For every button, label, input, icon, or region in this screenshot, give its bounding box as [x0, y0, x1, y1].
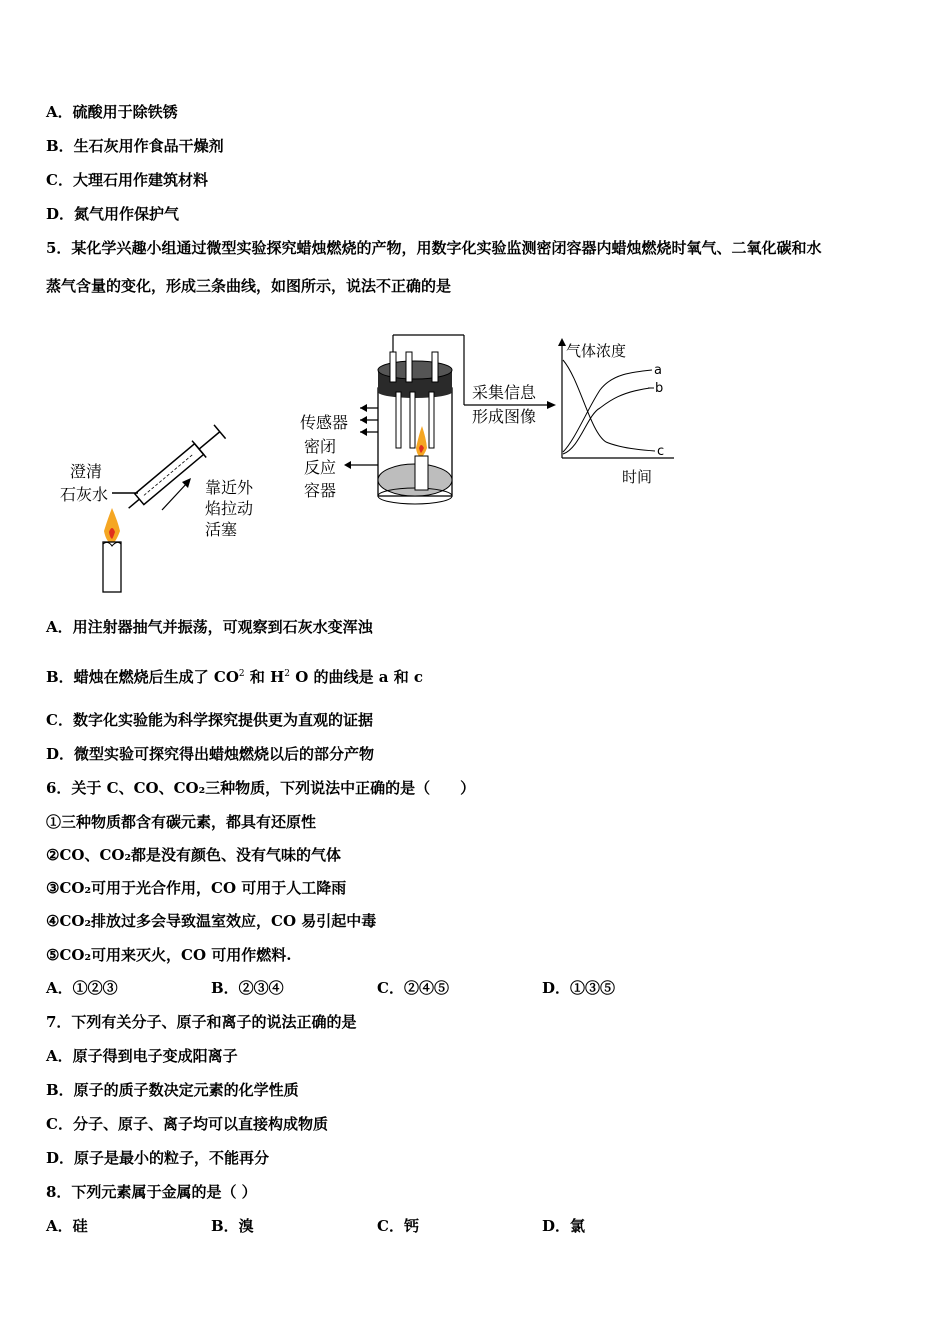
q5-option-b: B．蜡烛在燃烧后生成了 $CO^2$ 和 $H^2$ O 的曲线是 a 和 c: [46, 668, 424, 686]
q5-stem-line2: 蒸气含量的变化，形成三条曲线，如图所示，说法不正确的是: [46, 277, 452, 295]
y-axis-label: 气体浓度: [566, 342, 627, 360]
curve-c: [563, 360, 655, 451]
q5-option-a: A．用注射器抽气并振荡，可观察到石灰水变浑浊: [46, 618, 373, 636]
q5-option-d: D．微型实验可探究得出蜡烛燃烧以后的部分产物: [46, 745, 375, 763]
curve-c-label: c: [657, 444, 665, 459]
candle-icon: [103, 542, 121, 592]
curve-a-label: a: [654, 363, 662, 378]
label-piston-2: 焰拉动: [205, 499, 254, 518]
data-graph: [464, 338, 674, 486]
q8-option-c: C．钙: [377, 1217, 419, 1235]
q6-item-1: ①三种物质都含有碳元素，都具有还原性: [46, 813, 317, 831]
q4-option-b: B．生石灰用作食品干燥剂: [46, 137, 224, 155]
q7-option-b: B．原子的质子数决定元素的化学性质: [46, 1081, 299, 1099]
label-container-1: 密闭: [304, 437, 337, 456]
curve-b: [563, 388, 650, 454]
q6-item-4: ④CO₂排放过多会导致温室效应，CO 易引起中毒: [46, 912, 377, 930]
q8-option-b: B．溴: [211, 1217, 254, 1235]
q4-option-c: C．大理石用作建筑材料: [46, 171, 208, 189]
q8-option-d: D．氯: [542, 1217, 586, 1235]
label-clear: 澄清: [70, 462, 103, 481]
curve-b-label: b: [655, 381, 664, 396]
q6-option-a: A．①②③: [46, 979, 118, 997]
q7-option-c: C．分子、原子、离子均可以直接构成物质: [46, 1115, 328, 1133]
syringe-apparatus: [60, 423, 254, 592]
label-limewater: 石灰水: [60, 485, 109, 504]
q6-option-c: C．②④⑤: [377, 979, 449, 997]
q6-item-5: ⑤CO₂可用来灭火，CO 可用作燃料.: [46, 946, 292, 964]
x-axis-label: 时间: [622, 468, 653, 486]
label-collect-1: 采集信息: [472, 383, 537, 402]
q4-option-d: D．氮气用作保护气: [46, 205, 180, 223]
label-sensor: 传感器: [300, 413, 349, 432]
q6-stem: 6．关于 C、CO、CO₂三种物质，下列说法中正确的是（ ）: [46, 779, 476, 797]
q6-item-2: ②CO、CO₂都是没有颜色、没有气味的气体: [46, 846, 342, 864]
label-piston-1: 靠近外: [205, 478, 254, 497]
label-container-2: 反应: [304, 458, 337, 477]
q7-option-d: D．原子是最小的粒子，不能再分: [46, 1149, 270, 1167]
q8-option-a: A．硅: [46, 1217, 88, 1235]
q7-option-a: A．原子得到电子变成阳离子: [46, 1047, 238, 1065]
q6-option-d: D．①③⑤: [542, 979, 616, 997]
sealed-container: [300, 335, 464, 504]
q6-option-b: B．②③④: [211, 979, 284, 997]
curve-a: [563, 370, 652, 452]
label-collect-2: 形成图像: [472, 407, 537, 426]
q4-option-a: A．硫酸用于除铁锈: [46, 103, 178, 121]
q7-stem: 7．下列有关分子、原子和离子的说法正确的是: [46, 1013, 357, 1031]
q5-stem-line1: 5．某化学兴趣小组通过微型实验探究蜡烛燃烧的产物，用数字化实验监测密闭容器内蜡烛燃烧时氧气、二氧化碳和水: [46, 239, 822, 257]
label-piston-3: 活塞: [205, 520, 238, 539]
q5-option-c: C．数字化实验能为科学探究提供更为直观的证据: [46, 711, 373, 729]
label-container-3: 容器: [304, 481, 337, 500]
q5-figure: [60, 330, 680, 600]
q8-stem: 8．下列元素属于金属的是（ ）: [46, 1183, 257, 1201]
q6-item-3: ③CO₂可用于光合作用，CO 可用于人工降雨: [46, 879, 347, 897]
